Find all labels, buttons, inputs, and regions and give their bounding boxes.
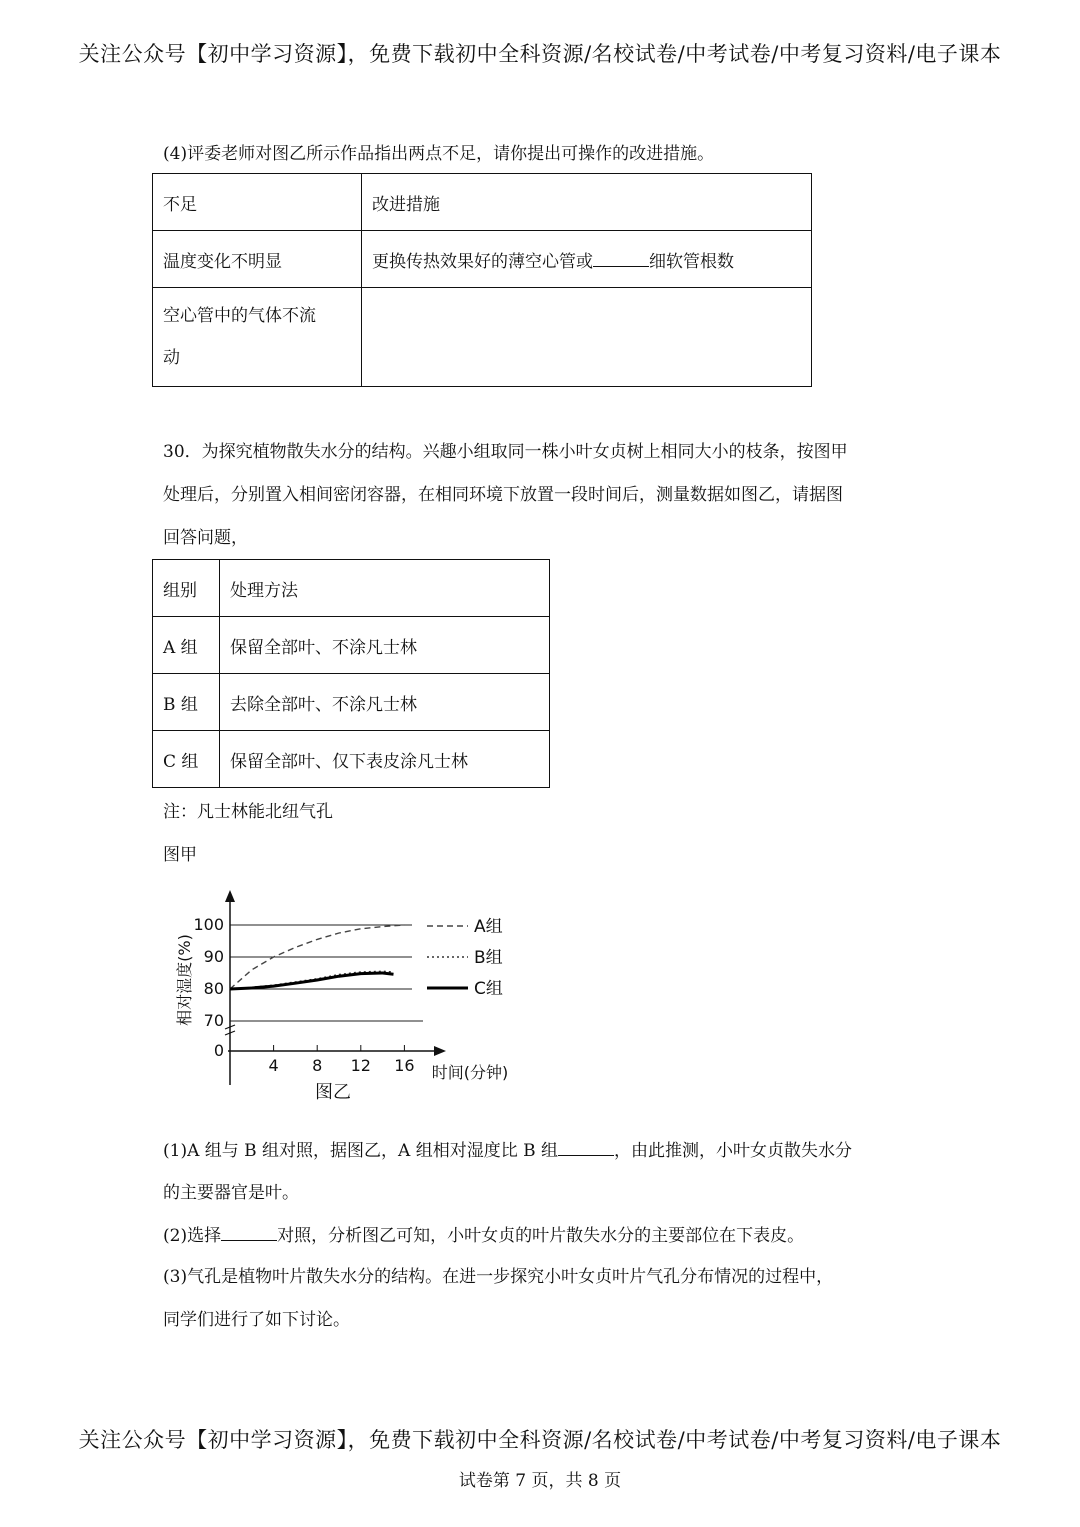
- improvement-table: [152, 173, 812, 387]
- header-method: 处理方法: [220, 560, 550, 617]
- header-measure: 改进措施: [362, 174, 812, 231]
- q3-line1: (3)气孔是植物叶片散失水分的结构。在进一步探究小叶女贞叶片气孔分布情况的过程中，: [163, 1267, 834, 1287]
- legend-label: A组: [474, 917, 503, 937]
- q1-line1: (1)A 组与 B 组对照，据图乙，A 组相对湿度比 B 组 ，由此推测，小叶女贞散失水分: [163, 1141, 853, 1161]
- x-tick-label: 16: [394, 1056, 415, 1075]
- humidity-line-chart: [170, 890, 530, 1105]
- fix-text-pre: 更换传热效果好的薄空心管或: [372, 251, 593, 272]
- x-axis-arrow: [434, 1046, 446, 1056]
- treatment-table: [152, 559, 550, 788]
- q1-line2: 的主要器官是叶。: [163, 1183, 299, 1203]
- group-cell: A 组: [153, 617, 220, 674]
- x-tick-label: 12: [350, 1056, 371, 1075]
- y-axis-arrow: [225, 890, 235, 902]
- fix-cell-empty: [362, 288, 812, 387]
- issue-cell: 温度变化不明显: [153, 231, 362, 288]
- header-group: 组别: [153, 560, 220, 617]
- q30-intro-line1: 30．为探究植物散失水分的结构。兴趣小组取同一株小叶女贞树上相同大小的枝条，按图甲: [163, 442, 848, 462]
- y-tick-label: 100: [193, 915, 224, 934]
- method-cell: 保留全部叶、不涂凡士林: [220, 617, 550, 674]
- x-tick-label: 8: [312, 1056, 323, 1075]
- q3-line2: 同学们进行了如下讨论。: [163, 1310, 350, 1330]
- y-tick-label: 80: [203, 979, 224, 998]
- fix-cell: [362, 231, 812, 288]
- group-cell: B 组: [153, 674, 220, 731]
- x-tick-label: 4: [268, 1056, 279, 1075]
- y-tick-label: 90: [203, 947, 224, 966]
- method-cell: 去除全部叶、不涂凡士林: [220, 674, 550, 731]
- bottom-banner: 关注公众号【初中学习资源】，免费下载初中全科资源/名校试卷/中考试卷/中考复习资料/电子课本: [78, 1428, 1002, 1452]
- answer-blank: [221, 1224, 277, 1241]
- method-cell: 保留全部叶、仅下表皮涂凡士林: [220, 731, 550, 788]
- fix-text-post: 细软管根数: [649, 251, 734, 272]
- issue-cell: 空心管中的气体不流 动: [153, 288, 362, 387]
- legend-label: B组: [474, 948, 503, 968]
- legend-label: C组: [474, 979, 503, 999]
- top-banner: 关注公众号【初中学习资源】，免费下载初中全科资源/名校试卷/中考试卷/中考复习资料/电子课本: [78, 42, 1002, 66]
- header-deficiency: 不足: [153, 174, 362, 231]
- q4-prompt: (4)评委老师对图乙所示作品指出两点不足，请你提出可操作的改进措施。: [163, 144, 715, 164]
- series-line-3: [230, 973, 394, 989]
- q30-intro-line2: 处理后，分别置入相间密闭容器，在相同环境下放置一段时间后，测量数据如图乙，请据图: [163, 485, 843, 505]
- group-cell: C 组: [153, 731, 220, 788]
- y-tick-label: 70: [203, 1011, 224, 1030]
- y-tick-label: 0: [213, 1041, 224, 1060]
- page-number: 试卷第 7 页，共 8 页: [458, 1471, 622, 1491]
- y-axis-label: 相对湿度(%): [175, 934, 194, 1026]
- table-note: 注：凡士林能北纽气孔: [163, 802, 333, 822]
- q2-line: (2)选择 对照，分析图乙可知，小叶女贞的叶片散失水分的主要部位在下表皮。: [163, 1226, 805, 1246]
- q30-intro-line3: 回答问题，: [163, 528, 248, 548]
- x-axis-label: 时间(分钟): [431, 1063, 509, 1082]
- chart-caption: 图乙: [315, 1082, 351, 1103]
- figure-jia-label: 图甲: [163, 845, 197, 865]
- answer-blank: [593, 250, 649, 267]
- grid-layer: [230, 925, 423, 1021]
- answer-blank: [558, 1139, 614, 1156]
